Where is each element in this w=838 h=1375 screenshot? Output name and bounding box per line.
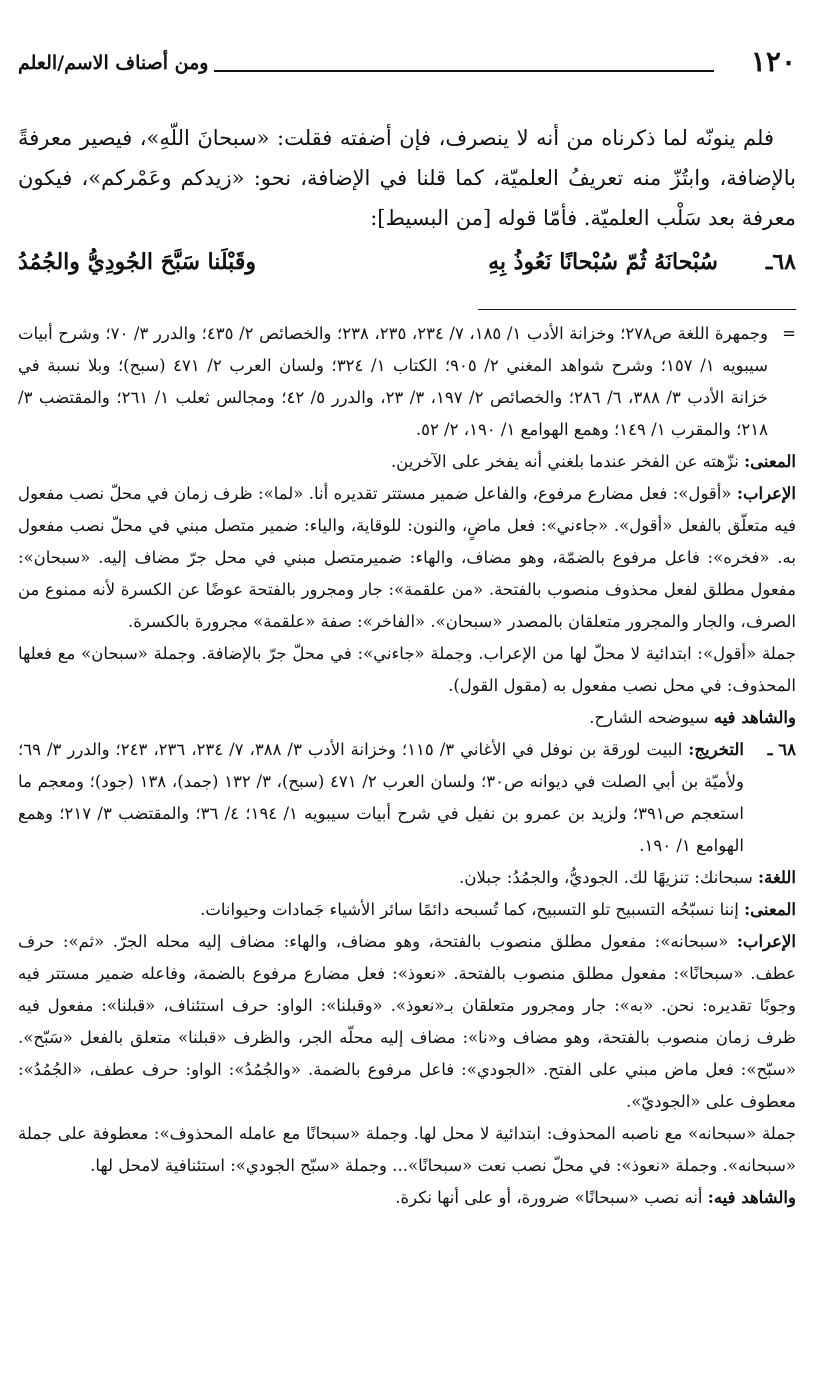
irab-label: الإعراب: [736, 484, 797, 503]
header-rule [214, 70, 714, 72]
footnote-shahid [18, 1182, 796, 1214]
footnote-irab-prev [18, 478, 796, 638]
verse-first-hemistich: سُبْحانَهُ ثُمّ سُبْحانًا نَعُوذُ بِهِ [488, 249, 718, 275]
meaning-label: المعنى: [744, 900, 796, 919]
verse-number: ٦٨ـ [765, 249, 796, 275]
verse-second-hemistich: وقَبْلَنا سَبَّحَ الجُودِيُّ والجُمُدُ [18, 249, 256, 275]
page-number: ١٢٠ [750, 45, 796, 78]
shahid-text: سيوضحه الشارح. [589, 708, 709, 727]
footnote-sources-continued [18, 318, 796, 446]
shahid-label: والشاهد فيه [713, 708, 796, 727]
footnote-68-takhrij [18, 734, 796, 862]
verse-line [18, 242, 796, 282]
irab-text: «سبحانه»: مفعول مطلق منصوب بالفتحة، وهو مضاف، والهاء: مضاف إليه محله الجرّ. «ثم»: حرف عطف. «سبحانًا»: مفعول مطلق منصوب بالفتحة. «نعوذ»: فعل مضارع مرفوع بالضمة، وفاعله ضمير مستتر فيه وجوبًا تقديره: نحن. «به»: جار ومجرور متعلقان بـ«نعوذ». «وقبلنا»: الواو: حرف استئناف، «قبلنا»: مفعول فيه ظرف زمان منصوب بالفتحة، وهو مضاف و«نا»: مضاف إليه محلّه الجر، والظرف «قبلنا» متعلق بالفعل «سَبّح». «سبّح»: فعل ماض مبني على الفتح. «الجودي»: فاعل مرفوع بالضمة. «والجُمُدُ»: الواو: حرف عطف، «الجُمُدُ»: معطوف على «الجوديّ». [18, 932, 796, 1111]
footnote-shahid-prev [18, 702, 796, 734]
continuation-mark: = [782, 324, 796, 343]
footnote-divider [478, 309, 796, 310]
footnote-lugha [18, 862, 796, 894]
shahid-label: والشاهد فيه: [707, 1188, 796, 1207]
footnotes [18, 318, 796, 1214]
footnote-jumal: جملة «سبحانه» مع ناصبه المحذوف: ابتدائية لا محل لها. وجملة «سبحانًا مع عامله المحذوف»: معطوفة على جملة «سبحانه». وجملة «نعوذ»: في محلّ نصب نعت «سبحانًا»... وجملة «سبّح الجودي»: استئنافية لامحل لها. [18, 1124, 796, 1175]
footnote-meaning-prev [18, 446, 796, 478]
main-text [18, 118, 796, 238]
footnote-meaning [18, 894, 796, 926]
main-paragraph: فلم ينونّه لما ذكرناه من أنه لا ينصرف، فإن أضفته فقلت: «سبحانَ اللّهِ»، فيصير معرفةً بالإضافة، وابتُزّ منه تعريفُ العلميّة، كما قلنا في الإضافة، نحو: «زيدكم وعَمْركم»، فيكون معرفة بعد سَلْب العلميّة. فأمّا قوله [من البسيط]: [18, 126, 796, 230]
page-header [18, 44, 796, 84]
takhrij-label: التخريج: [688, 740, 744, 759]
lugha-label: اللغة: [758, 868, 796, 887]
running-title: ومن أصناف الاسم/العلم [18, 52, 209, 74]
takhrij-text: البيت لورقة بن نوفل في الأغاني ٣/ ١١٥؛ وخزانة الأدب ٣/ ٣٨٨، ٧/ ٢٣٤، ٢٣٦، ٢٤٣؛ والدرر ٣/ ٦٩؛ ولأميّة بن أبي الصلت في ديوانه ص٣٠؛ ولسان العرب ٢/ ٤٧١ (سبح)، ٣/ ١٣٢ (جمد)، ١٣٨ (جود)؛ ومعجم ما استعجم ص٣٩١؛ ولزيد بن عمرو بن نفيل في شرح أبيات سيبويه ١/ ١٩٤؛ ٤/ ٣٦؛ والمقتضب ٣/ ٢١٧؛ وهمع الهوامع ١/ ١٩٠. [18, 740, 744, 855]
lugha-text: سبحانك: تنزيهًا لك. الجوديُّ، والجمُدُ: جبلان. [459, 868, 753, 887]
meaning-label: المعنى: [744, 452, 796, 471]
irab-label: الإعراب: [736, 932, 796, 951]
shahid-text: أنه نصب «سبحانًا» ضرورة، أو على أنها نكرة. [395, 1188, 703, 1207]
sources-text: وجمهرة اللغة ص٢٧٨؛ وخزانة الأدب ١/ ١٨٥، ٧/ ٢٣٤، ٢٣٥، ٢٣٨؛ والخصائص ٢/ ٤٣٥؛ والدرر ٣/ ٧٠؛ وشرح أبيات سيبويه ١/ ١٥٧؛ وشرح شواهد المغني ٢/ ٩٠٥؛ الكتاب ١/ ٣٢٤؛ ولسان العرب ٢/ ٤٧١ (سبح)؛ وبلا نسبة في خزانة الأدب ٣/ ٣٨٨، ٦/ ٢٨٦؛ والخصائص ٢/ ١٩٧، ٣/ ٢٣، والدرر ٥/ ٤٢؛ ومجالس ثعلب ١/ ٢٦١؛ والمقتضب ٣/ ٢١٨؛ والمقرب ١/ ١٤٩؛ وهمع الهوامع ١/ ١٩٠، ٢/ ٥٢. [18, 324, 768, 439]
meaning-text: إننا نسبّحُه التسبيح تلو التسبيح، كما تُسبحه دائمًا سائر الأشياء جَمادات وحيوانات. [200, 900, 739, 919]
irab-text: «أقول»: فعل مضارع مرفوع، والفاعل ضمير مستتر تقديره أنا. «لما»: ظرف زمان في محلّ نصب مفعول فيه متعلّق بالفعل «أقول». «جاءني»: فعل ماضٍ، والنون: للوقاية، والياء: ضمير متصل مبني في محلّ نصب مفعول به. «فخره»: فاعل مرفوع بالضمّة، وهو مضاف، والهاء: ضميرمتصل مبني في محل جرّ مضاف إليه. «سبحان»: مفعول مطلق لفعل محذوف منصوب بالفتحة. «من علقمة»: جار ومجرور بالفتحة عوضًا عن الكسرة لأنه ممنوع من الصرف، والجار والمجرور متعلقان بالمصدر «سبحان». «الفاخر»: صفة «علقمة» مجرورة بالكسرة. [18, 484, 796, 631]
footnote-irab [18, 926, 796, 1118]
meaning-text: نزّهته عن الفخر عندما بلغني أنه يفخر على الآخرين. [390, 452, 739, 471]
footnote-jumal-prev: جملة «أقول»: ابتدائية لا محلّ لها من الإعراب. وجملة «جاءني»: في محلّ جرّ بالإضافة. وجملة «سبحان» مع فعلها المحذوف: في محل نصب مفعول به (مقول القول). [18, 644, 796, 695]
footnote-number: ٦٨ ـ [767, 740, 796, 759]
book-page [18, 0, 796, 1375]
